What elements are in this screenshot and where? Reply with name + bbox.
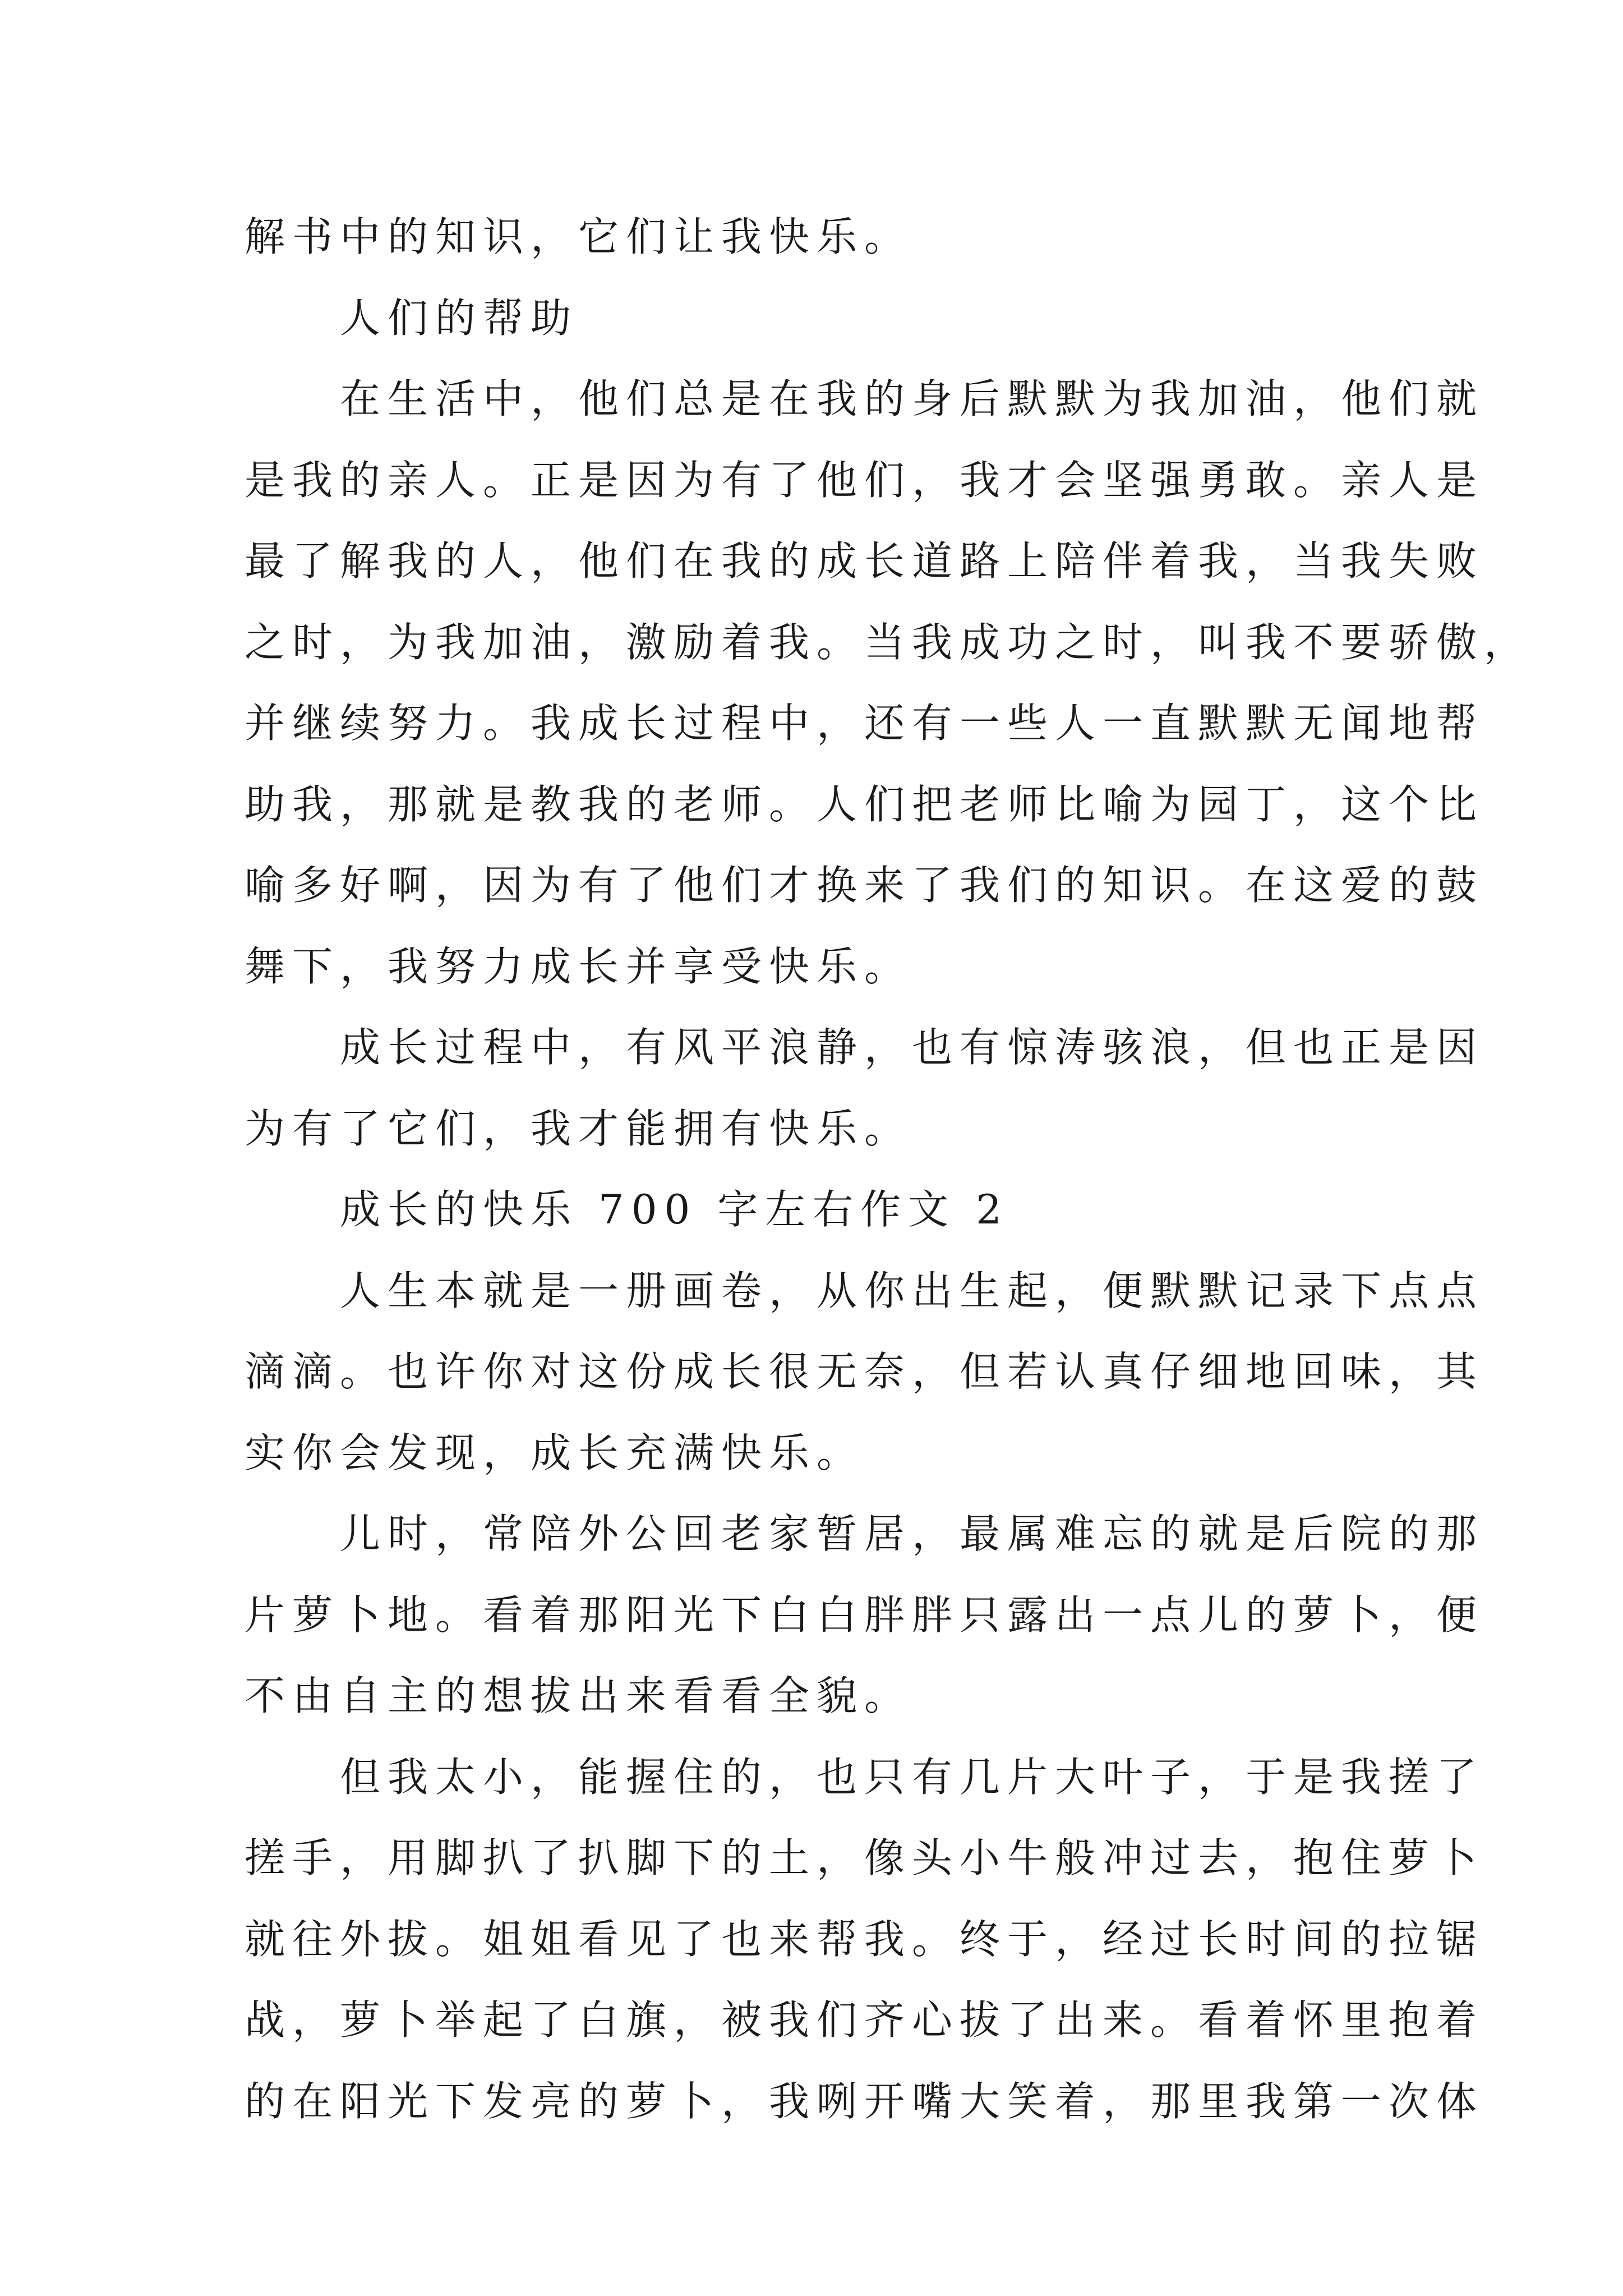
text-line: 人们的帮助: [340, 294, 579, 342]
text-line: 并继续努力。我成长过程中，还有一些人一直默默无闻地帮: [245, 700, 1484, 747]
text-line: 成长的快乐 700 字左右作文 2: [340, 1186, 1009, 1233]
text-line: 搓手，用脚扒了扒脚下的土，像头小牛般冲过去，抱住萝卜: [245, 1834, 1484, 1881]
text-line: 舞下，我努力成长并享受快乐。: [245, 942, 912, 990]
text-line: 助我，那就是教我的老师。人们把老师比喻为园丁，这个比: [245, 780, 1484, 828]
text-line: 实你会发现，成长充满快乐。: [245, 1429, 865, 1476]
essay-text-column: [245, 196, 1532, 2142]
text-line: 滴滴。也许你对这份成长很无奈，但若认真仔细地回味，其: [245, 1348, 1484, 1395]
text-line: 但我太小，能握住的，也只有几片大叶子，于是我搓了: [340, 1753, 1484, 1801]
text-line: 成长过程中，有风平浪静，也有惊涛骇浪，但也正是因: [340, 1024, 1484, 1071]
text-line: 儿时，常陪外公回老家暂居，最属难忘的就是后院的那: [340, 1510, 1484, 1557]
text-line: 片萝卜地。看着那阳光下白白胖胖只露出一点儿的萝卜，便: [245, 1591, 1484, 1639]
text-line: 战，萝卜举起了白旗，被我们齐心拔了出来。看着怀里抱着: [245, 1996, 1484, 2044]
text-line: 最了解我的人，他们在我的成长道路上陪伴着我，当我失败: [245, 537, 1484, 585]
text-line: 就往外拔。姐姐看见了也来帮我。终于，经过长时间的拉锯: [245, 1915, 1484, 1963]
text-line: 之时，为我加油，激励着我。当我成功之时，叫我不要骄傲，: [245, 618, 1532, 666]
text-line: 为有了它们，我才能拥有快乐。: [245, 1105, 912, 1152]
text-line: 是我的亲人。正是因为有了他们，我才会坚强勇敢。亲人是: [245, 456, 1484, 504]
text-line: 喻多好啊，因为有了他们才换来了我们的知识。在这爱的鼓: [245, 862, 1484, 909]
text-line: 不由自主的想拔出来看看全貌。: [245, 1672, 912, 1719]
text-line: 人生本就是一册画卷，从你出生起，便默默记录下点点: [340, 1267, 1484, 1314]
text-line: 在生活中，他们总是在我的身后默默为我加油，他们就: [340, 375, 1484, 422]
text-line: 的在阳光下发亮的萝卜，我咧开嘴大笑着，那里我第一次体: [245, 2077, 1484, 2125]
text-line: 解书中的知识，它们让我快乐。: [245, 213, 912, 260]
